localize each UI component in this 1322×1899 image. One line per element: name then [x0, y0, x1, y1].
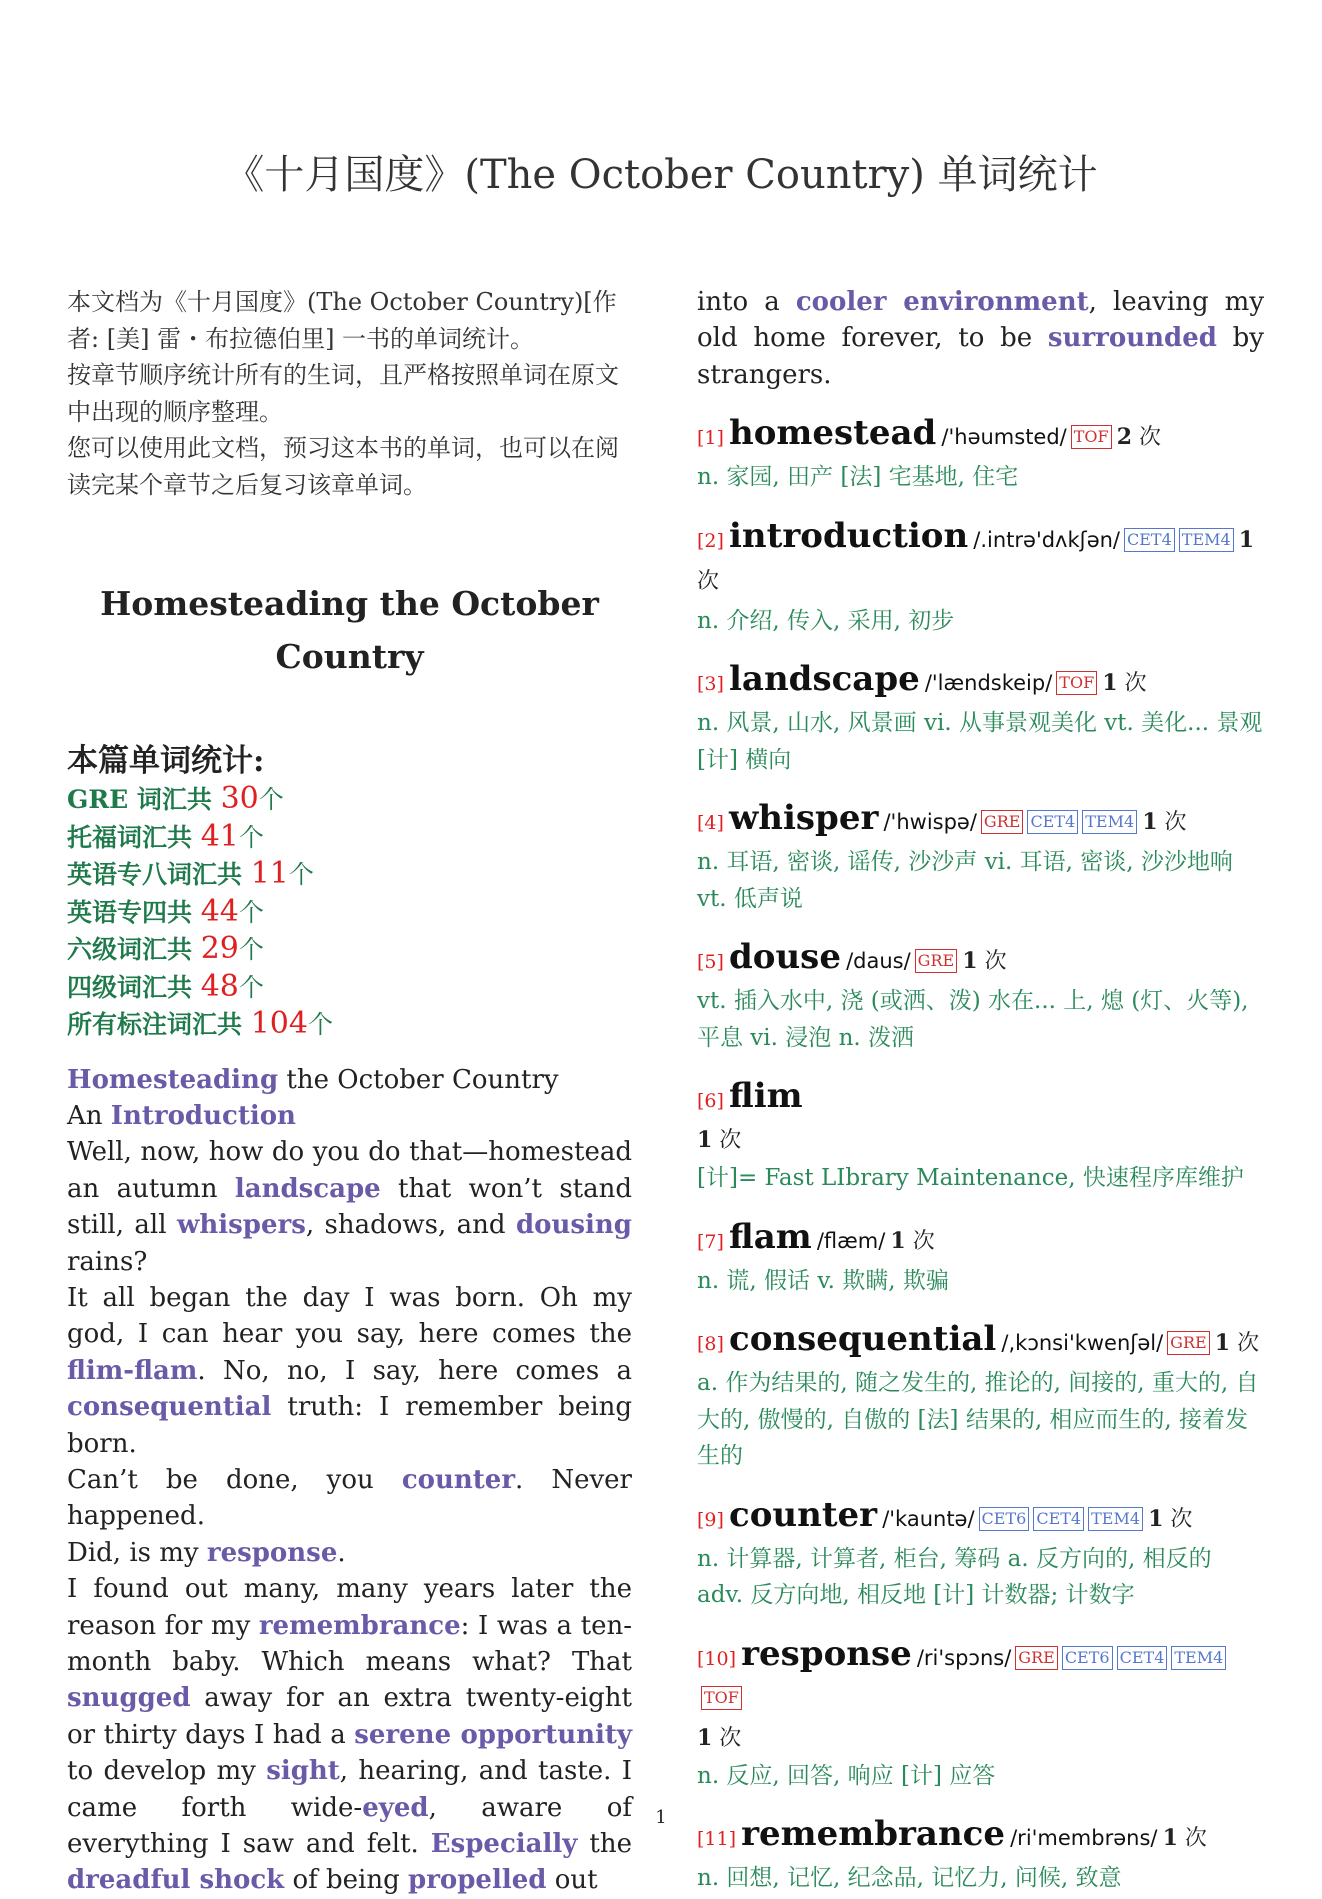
exam-tag: GRE [981, 810, 1024, 834]
entry-word: whisper [729, 798, 879, 839]
entry-definition: [计]= Fast LIbrary Maintenance, 快速程序库维护 [697, 1165, 1244, 1192]
exam-tag: TEM4 [1082, 810, 1137, 834]
stat-label: 四级词汇共 [67, 972, 201, 1002]
count-number: 1 [1148, 1505, 1164, 1532]
count-unit: 次 [712, 1128, 742, 1154]
passage-span: out [546, 1865, 598, 1896]
entry-phonetic: /.intrə'dʌkʃən/ [973, 527, 1120, 552]
passage-paragraph [67, 1134, 632, 1280]
passage-span: . No, no, I say, here comes a [197, 1355, 632, 1386]
passage-span: . Never happened. [67, 1464, 632, 1532]
stat-line [67, 931, 632, 969]
passage-continuation [697, 284, 1264, 393]
exam-tag: CET6 [979, 1507, 1030, 1531]
entry-word: counter [729, 1494, 878, 1535]
passage-paragraph [67, 1062, 632, 1098]
entry-header [697, 798, 1264, 844]
count-line [697, 1720, 1264, 1758]
entry-header [697, 516, 1264, 603]
intro-line: 您可以使用此文档，预习这本书的单词，也可以在阅读完某个章节之后复习该章单词。 [67, 434, 619, 499]
exam-tag: GRE [1015, 1646, 1058, 1670]
entry-word: flim [729, 1076, 803, 1117]
intro-line: 本文档为《十月国度》(The October Country)[作者: [美] 雷・布拉德伯里] 一书的单词统计。 [67, 288, 617, 353]
entry-index: [8] [697, 1333, 724, 1356]
vocab-entry [697, 1495, 1264, 1614]
count-unit: 次 [1163, 1506, 1193, 1532]
count-number: 1 [697, 1724, 713, 1751]
vocab-entry [697, 1634, 1264, 1795]
entry-header [697, 1634, 1264, 1720]
entry-header [697, 659, 1264, 705]
passage-paragraph [67, 1462, 632, 1535]
entry-definition: n. 介绍, 传入, 采用, 初步 [697, 607, 955, 634]
passage-paragraph [67, 1535, 632, 1571]
stat-label: 六级词汇共 [67, 935, 201, 964]
passage-span: to develop my [67, 1756, 267, 1787]
entry-word: douse [729, 937, 841, 978]
entry-index: [6] [697, 1090, 724, 1113]
exam-tag: GRE [915, 949, 958, 973]
passage-span: , aware of everything I saw and felt. [67, 1792, 632, 1860]
vocab-entry [697, 1076, 1264, 1197]
passage-span: : I was a ten-month baby. Which means what? That [67, 1610, 632, 1677]
passage-span: An [67, 1100, 111, 1131]
highlighted-word: snugged [67, 1683, 191, 1714]
entry-phonetic: /ri'spɔns/ [916, 1645, 1012, 1670]
count-unit: 次 [712, 1725, 742, 1751]
entry-count [890, 1229, 934, 1254]
entry-index: [10] [697, 1647, 737, 1670]
highlighted-word: dreadful shock [67, 1865, 285, 1896]
entry-definition: n. 耳语, 密谈, 谣传, 沙沙声 vi. 耳语, 密谈, 沙沙地响 vt. 低声说 [697, 849, 1233, 912]
entry-header [697, 1319, 1264, 1365]
stat-count: 11 [250, 856, 289, 891]
entry-definition: a. 作为结果的, 随之发生的, 推论的, 间接的, 重大的, 自大的, 傲慢的, 自傲的 [法] 结果的, 相应而生的, 接着发生的 [697, 1370, 1259, 1470]
stat-suffix: 个 [307, 1010, 333, 1039]
passage-span: truth: I remember being born. [67, 1392, 632, 1459]
highlighted-word: Introduction [110, 1100, 296, 1131]
highlighted-word: landscape [234, 1173, 381, 1204]
section-title: Homesteading the October Country [100, 584, 599, 676]
count-unit: 次 [1157, 810, 1187, 836]
highlighted-word: Especially [430, 1829, 578, 1860]
entry-phonetic: /'lændskeip/ [924, 671, 1053, 696]
entry-header [697, 1076, 1264, 1122]
vocab-entry [697, 937, 1264, 1056]
exam-tag: CET4 [1117, 1646, 1168, 1670]
passage-span: by strangers. [697, 323, 1264, 390]
stat-line [67, 969, 632, 1007]
highlighted-word: Homesteading [67, 1064, 279, 1095]
passage-span: Did, is my [67, 1537, 207, 1568]
entry-count [1142, 810, 1186, 835]
highlighted-word: flim-flam [67, 1355, 198, 1386]
stat-suffix: 个 [238, 897, 264, 927]
count-number: 1 [697, 1127, 713, 1154]
count-number: 1 [1142, 809, 1158, 836]
exam-tag: CET6 [1062, 1646, 1113, 1670]
highlighted-word: eyed [362, 1792, 429, 1823]
entry-index: [5] [697, 951, 724, 974]
exam-tag: TEM4 [1171, 1646, 1226, 1670]
entry-definition: n. 计算器, 计算者, 柜台, 筹码 a. 反方向的, 相反的 adv. 反方向地, 相反地 [计] 计数器; 计数字 [697, 1545, 1212, 1609]
entry-header [697, 937, 1264, 983]
exam-tag: TOF [1056, 671, 1097, 695]
stat-line [67, 1006, 632, 1044]
passage-span: I found out many, many years later the reason for my [67, 1574, 632, 1641]
stat-label: 英语专四共 [67, 897, 201, 927]
stat-suffix: 个 [288, 860, 314, 889]
passage-span: rains? [67, 1246, 148, 1277]
passage-span: the [577, 1829, 632, 1860]
highlighted-word: serene opportunity [354, 1719, 632, 1750]
stat-suffix: 个 [238, 822, 264, 852]
entry-definition: vt. 插入水中, 浇 (或洒、泼) 水在... 上, 熄 (灯、火等), 平息 vi. 浸泡 n. 泼洒 [697, 988, 1249, 1051]
passage-text [67, 1062, 632, 1899]
stats-heading: 本篇单词统计: [67, 743, 265, 779]
entry-word: remembrance [741, 1814, 1006, 1855]
stat-count: 29 [200, 931, 239, 966]
intro-block [67, 284, 632, 503]
entry-word: landscape [729, 659, 920, 700]
entry-definition: n. 反应, 回答, 响应 [计] 应答 [697, 1762, 996, 1789]
entry-count [1148, 1507, 1192, 1532]
passage-paragraph [67, 1571, 632, 1899]
entry-word: response [741, 1633, 912, 1674]
count-unit: 次 [697, 568, 720, 594]
stat-line [67, 819, 632, 857]
entry-phonetic: /flæm/ [816, 1228, 886, 1253]
left-column [67, 284, 632, 1899]
entry-header [697, 1495, 1264, 1541]
stat-count: 104 [250, 1006, 308, 1041]
page-number: 1 [655, 1807, 667, 1828]
passage-paragraph [67, 1280, 632, 1462]
vocab-entry [697, 1319, 1264, 1475]
count-number: 1 [890, 1227, 906, 1254]
exam-tag: TEM4 [1179, 528, 1234, 552]
stat-count: 44 [200, 893, 239, 929]
entry-index: [4] [697, 812, 724, 835]
entry-count [1117, 425, 1161, 450]
stat-line [67, 856, 632, 894]
highlighted-word: surrounded [1047, 323, 1217, 354]
entry-phonetic: /ri'membrəns/ [1010, 1826, 1158, 1851]
entry-word: consequential [729, 1319, 997, 1360]
entry-word: introduction [729, 515, 969, 556]
entry-index: [11] [697, 1828, 737, 1851]
count-unit: 次 [905, 1228, 935, 1254]
highlighted-word: dousing [515, 1210, 632, 1241]
exam-tag: TOF [1071, 425, 1112, 449]
passage-span: . [337, 1537, 346, 1568]
entry-count [1215, 1331, 1259, 1356]
vocab-entry [697, 516, 1264, 640]
count-unit: 次 [977, 949, 1007, 975]
entry-header [697, 413, 1264, 459]
passage-span: of being [284, 1865, 409, 1896]
exam-tag: CET4 [1033, 1507, 1084, 1531]
passage-span: , shadows, and [305, 1210, 516, 1241]
entry-phonetic: /'hwispə/ [883, 810, 977, 835]
stat-line [67, 781, 632, 819]
passage-span: away for an extra twenty-eight or thirty days I had a [67, 1683, 632, 1750]
stat-suffix: 个 [258, 785, 284, 814]
entry-definition: n. 家园, 田产 [法] 宅基地, 住宅 [697, 464, 1019, 491]
stat-label: 所有标注词汇共 [67, 1010, 251, 1039]
vocab-entry [697, 798, 1264, 917]
count-number: 1 [1238, 526, 1255, 553]
vocab-entry [697, 1217, 1264, 1300]
entry-index: [9] [697, 1508, 724, 1531]
entry-count [697, 1726, 741, 1751]
entry-index: [7] [697, 1230, 724, 1253]
passage-span: , hearing, and taste. I came forth wide- [67, 1756, 632, 1823]
stat-count: 48 [200, 968, 239, 1004]
exam-tag: TOF [701, 1686, 742, 1710]
vocab-entries [697, 413, 1264, 1897]
count-number: 1 [962, 948, 978, 975]
count-number: 1 [1102, 670, 1118, 697]
stat-count: 30 [220, 781, 259, 816]
highlighted-word: remembrance [258, 1610, 461, 1641]
stat-label: GRE 词汇共 [67, 785, 221, 814]
document-title: 《十月国度》(The October Country) 单词统计 [224, 152, 1098, 198]
right-column [697, 284, 1264, 1897]
stat-label: 英语专八词汇共 [67, 860, 251, 889]
highlighted-word: response [206, 1537, 338, 1568]
entry-phonetic: /'kauntə/ [882, 1506, 975, 1531]
entry-phonetic: /,kɔnsi'kwenʃəl/ [1001, 1331, 1164, 1356]
entry-header [697, 1217, 1264, 1263]
stat-count: 41 [200, 818, 239, 854]
passage-span: that won’t stand still, all [67, 1173, 632, 1241]
vocab-entry [697, 413, 1264, 496]
passage-span: It all began the day I was born. Oh my god, I can hear you say, here comes the [67, 1282, 632, 1350]
entry-count [1163, 1826, 1207, 1851]
passage-span: Can’t be done, you [67, 1464, 402, 1495]
passage-span: the October Country [278, 1064, 559, 1095]
stat-suffix: 个 [238, 972, 264, 1002]
passage-paragraph [67, 1098, 632, 1134]
count-number: 2 [1116, 424, 1133, 451]
count-number: 1 [1214, 1330, 1231, 1357]
exam-tag: GRE [1167, 1331, 1210, 1355]
highlighted-word: consequential [67, 1392, 272, 1423]
exam-tag: CET4 [1027, 810, 1078, 834]
entry-definition: n. 风景, 山水, 风景画 vi. 从事景观美化 vt. 美化... 景观 [计] 横向 [697, 710, 1263, 773]
passage-span: , leaving my old home forever, to be [697, 287, 1265, 354]
stat-suffix: 个 [238, 935, 264, 964]
count-number: 1 [1162, 1825, 1178, 1852]
stat-line [67, 894, 632, 932]
entry-definition: n. 谎, 假话 v. 欺瞒, 欺骗 [697, 1267, 949, 1294]
passage-span: Well, now, how do you do that—homestead an autumn [67, 1137, 632, 1204]
exam-tag: TEM4 [1088, 1507, 1143, 1531]
entry-word: homestead [729, 413, 937, 454]
highlighted-word: counter [401, 1464, 516, 1495]
entry-count [697, 1128, 741, 1153]
count-unit: 次 [1117, 671, 1147, 697]
entry-phonetic: /'həumsted/ [941, 425, 1067, 450]
entry-index: [2] [697, 529, 724, 552]
entry-word: flam [729, 1216, 812, 1257]
count-line [697, 1122, 1264, 1160]
count-unit: 次 [1230, 1331, 1260, 1357]
stat-label: 托福词汇共 [67, 822, 201, 852]
count-unit: 次 [1132, 425, 1162, 451]
entry-index: [3] [697, 673, 724, 696]
count-unit: 次 [1177, 1826, 1207, 1852]
entry-definition: n. 回想, 记忆, 纪念品, 记忆力, 问候, 致意 [697, 1865, 1122, 1892]
highlighted-word: propelled [408, 1865, 547, 1896]
passage-span: into a [697, 287, 796, 317]
entry-index: [1] [697, 427, 724, 450]
stats-list [67, 781, 632, 1044]
highlighted-word: sight [266, 1756, 340, 1787]
entry-phonetic: /daus/ [846, 949, 911, 974]
intro-line: 按章节顺序统计所有的生词，且严格按照单词在原文中出现的顺序整理。 [67, 361, 619, 426]
entry-count [1102, 671, 1146, 696]
highlighted-word: whispers [176, 1210, 306, 1241]
exam-tag: CET4 [1124, 528, 1175, 552]
vocab-entry [697, 659, 1264, 778]
highlighted-word: cooler environment [795, 287, 1089, 317]
entry-count [962, 949, 1006, 974]
